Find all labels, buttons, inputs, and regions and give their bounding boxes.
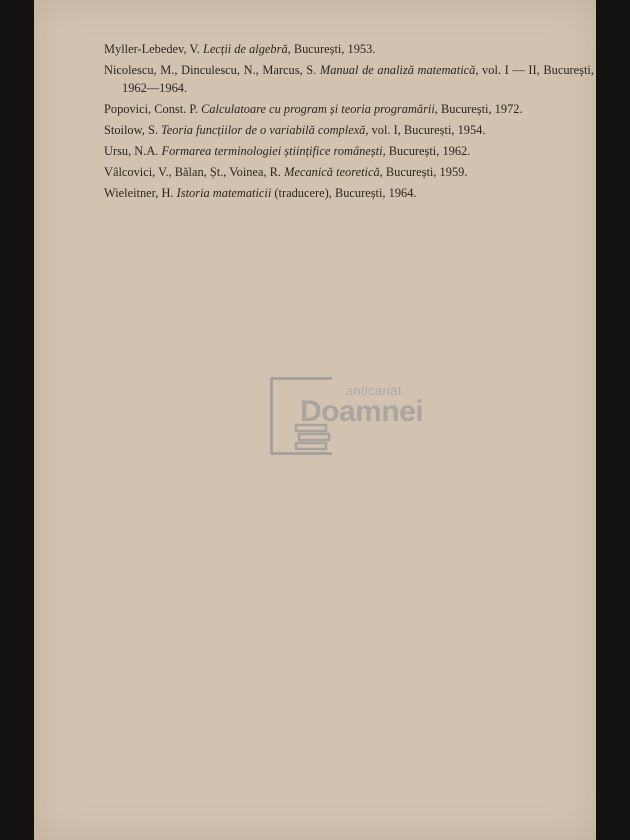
entry-title: Istoria matematicii (176, 185, 272, 200)
entry-details: , București, 1953. (287, 42, 376, 56)
watermark-small-text: anticariat (346, 383, 402, 398)
entry-details: , vol. I, București, 1954. (365, 122, 486, 137)
book-page (34, 0, 596, 840)
entry-authors: Stoilow, S. (104, 122, 158, 137)
entry-details: (traducere), București, 1964. (271, 185, 417, 200)
entry-details: , București, 1959. (379, 164, 468, 179)
entry-authors: Nicolescu, M., Dinculescu, N., Marcus, S. (104, 63, 317, 77)
entry-details: , București, 1972. (434, 101, 523, 116)
entry-authors: Popovici, Const. P. (104, 101, 198, 116)
entry-title: Mecanică teoretică (284, 164, 380, 179)
entry-title: Teoria funcțiilor de o variabilă complexă (161, 122, 366, 137)
entry-details: , București, 1962. (382, 143, 471, 158)
bibliography-list (104, 41, 594, 206)
watermark-logo (270, 377, 440, 461)
watermark-big-text: Doamnei (300, 395, 424, 428)
entry-authors: Myller-Lebedev, V. (104, 42, 200, 56)
bibliography-entry (104, 101, 594, 119)
bibliography-entry (104, 143, 594, 161)
bibliography-entry (104, 62, 594, 97)
entry-authors: Vâlcovici, V., Bălan, Șt., Voinea, R. (104, 164, 282, 179)
entry-details: , vol. I — II, București, 1962—1964. (122, 63, 594, 95)
entry-title: Lecții de algebră (202, 42, 288, 56)
bibliography-entry (104, 164, 594, 182)
bibliography-entry (104, 122, 594, 140)
bibliography-entry (104, 185, 594, 203)
entry-title: Manual de analiză matematică (319, 63, 476, 77)
entry-title: Formarea terminologiei științifice românești (161, 143, 383, 158)
entry-authors: Ursu, N.A. (104, 143, 159, 158)
entry-authors: Wieleitner, H. (104, 185, 174, 200)
bibliography-entry (104, 41, 594, 59)
entry-title: Calculatoare cu program și teoria programării (201, 101, 435, 116)
